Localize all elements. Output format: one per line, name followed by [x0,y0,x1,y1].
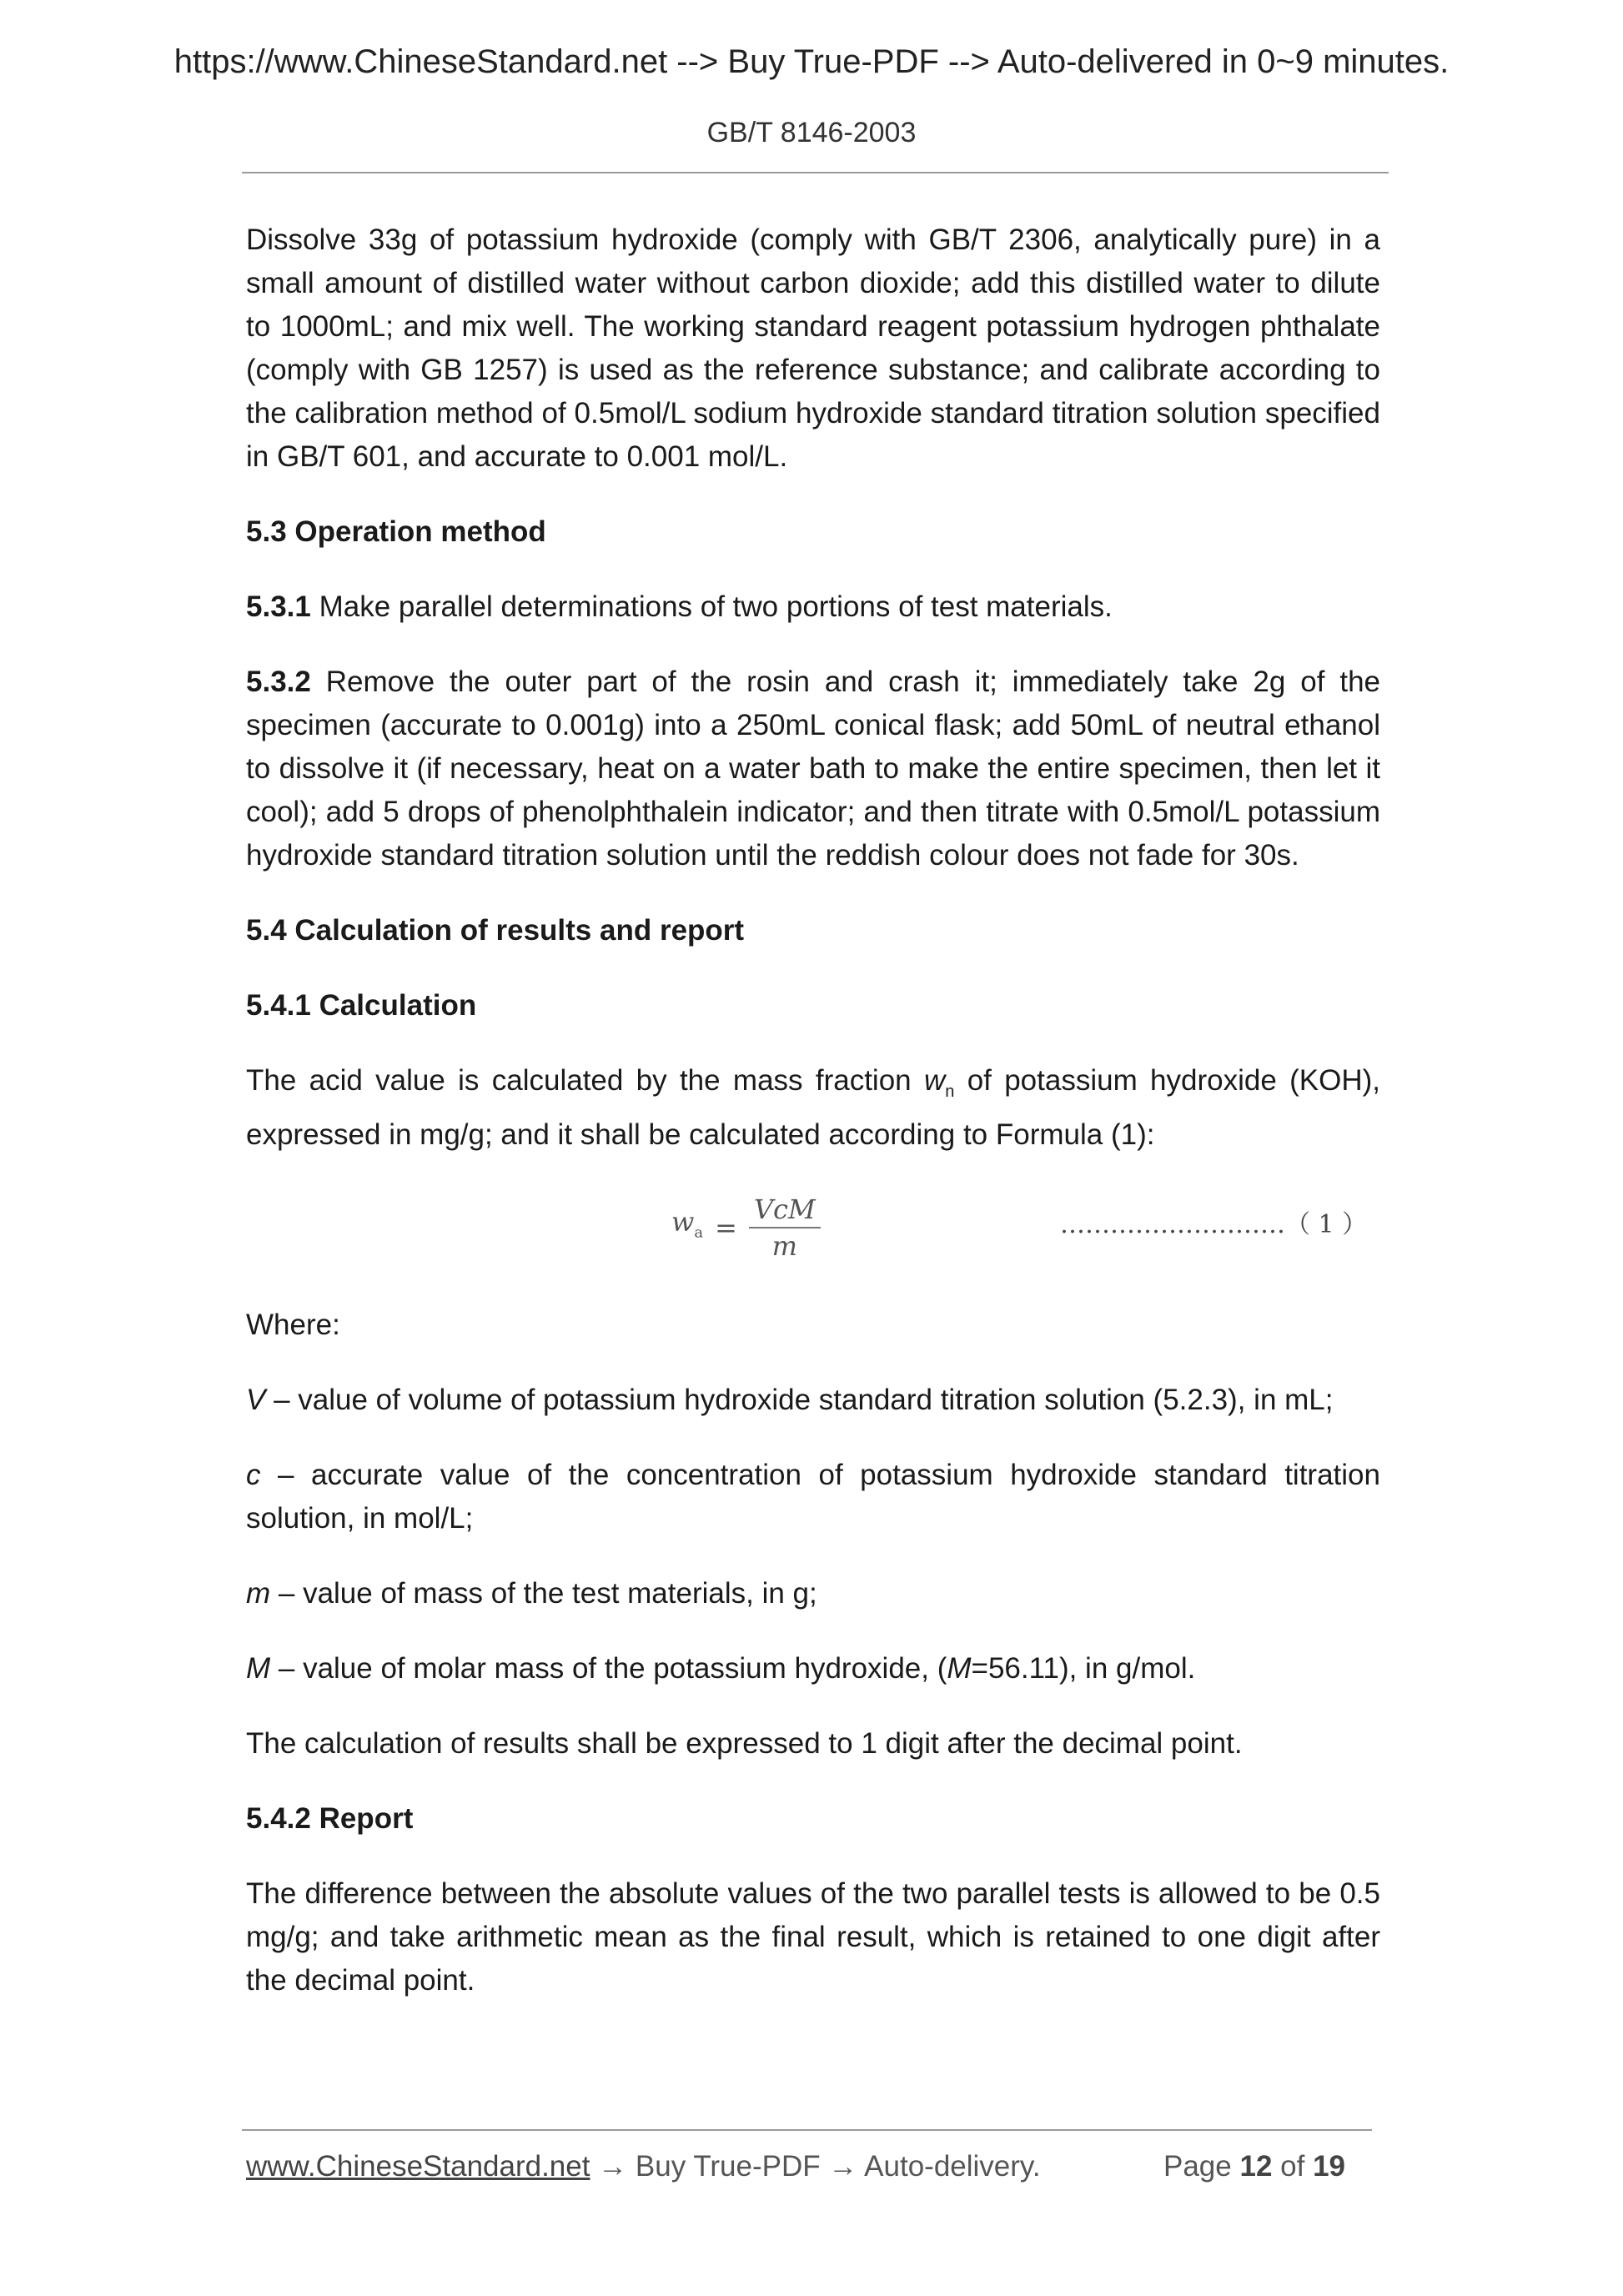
clause-text: Remove the outer part of the rosin and crash it; immediately take 2g of the specimen (accurate to 0.001g) into a 250mL conical flask; add 50mL of neutral ethanol to dissolve it (if necessary, heat on a water bath to make the entire specimen, then let it cool); add 5 drops of phenolphthalein indicator; and then titrate with 0.5mol/L potassium hydroxide standard titration solution until the reddish colour does not fade for 30s. [246,666,1380,872]
intro-paragraph: Dissolve 33g of potassium hydroxide (comply with GB/T 2306, analytically pure) in a small amount of distilled water without carbon dioxide; add this distilled water to dilute to 1000mL; and mix well. The working standard reagent potassium hydrogen phthalate (comply with GB 1257) is used as the reference substance; and calibrate according to the calibration method of 0.5mol/L sodium hydroxide standard titration solution specified in GB/T 601, and accurate to 0.001 mol/L. [246,224,1380,473]
formula-number: ………………………（ 1 ） [1060,1210,1368,1239]
formula-1 [246,1188,1380,1272]
clause-number: 5.3.1 [246,590,311,623]
formula-lhs: $w_a$ [671,1206,704,1242]
formula-denominator: m [771,1230,797,1262]
header-divider [242,172,1389,173]
clause-text: Make parallel determinations of two portions of test materials. [310,590,1113,623]
document-body [246,219,1380,2002]
where-label: Where: [246,1309,340,1341]
precision-note: The calculation of results shall be expressed to 1 digit after the decimal point. [246,1727,1243,1760]
section-5-4-2-heading: 5.4.2 Report [246,1802,414,1835]
clause-number: 5.3.2 [246,666,311,698]
formula-fraction [749,1192,821,1264]
top-banner: https://www.ChineseStandard.net --> Buy True-PDF --> Auto-delivered in 0~9 minutes. [173,43,1450,80]
section-5-4-heading: 5.4 Calculation of results and report [246,914,745,947]
clause-5-3-1 [246,585,1380,629]
formula-numerator: VcM [749,1192,821,1228]
definition-V: V – value of volume of potassium hydroxide standard titration solution (5.2.3), in mL; [246,1384,1334,1416]
standard-code: GB/T 8146-2003 [706,117,917,148]
formula-equals: = [715,1212,737,1243]
section-5-3-heading: 5.3 Operation method [246,515,546,548]
definition-M: M – value of molar mass of the potassium hydroxide, (M=56.11), in g/mol. [246,1652,1196,1685]
page-indicator: Page 12 of 19 [1163,2150,1346,2183]
footer-divider [242,2129,1372,2131]
variable-w: w [923,1064,946,1097]
footer-suffix: → Buy True-PDF → Auto-delivery. [590,2150,1041,2183]
clause-5-3-2 [246,661,1380,877]
section-5-4-1-heading: 5.4.1 Calculation [246,989,477,1022]
report-paragraph: The difference between the absolute values of the two parallel tests is allowed to be 0.5 mg/g; and take arithmetic mean as the final result, which is retained to one digit after the decimal point. [246,1877,1380,1997]
formula-expression [671,1192,821,1264]
page-total: 19 [1313,2150,1346,2183]
definition-m: m – value of mass of the test materials, in g; [246,1577,817,1610]
calculation-paragraph: The acid value is calculated by the mass fraction $w_n$ of potassium hydroxide (KOH), expressed in mg/g; and it shall be calculated according to Formula (1): [246,1064,1380,1151]
footer-left [246,2150,1041,2183]
definition-c: c – accurate value of the concentration of potassium hydroxide standard titration solution, in mol/L; [246,1459,1380,1535]
footer-site-link[interactable]: www.ChineseStandard.net [246,2150,590,2183]
page-current: 12 [1239,2150,1273,2183]
